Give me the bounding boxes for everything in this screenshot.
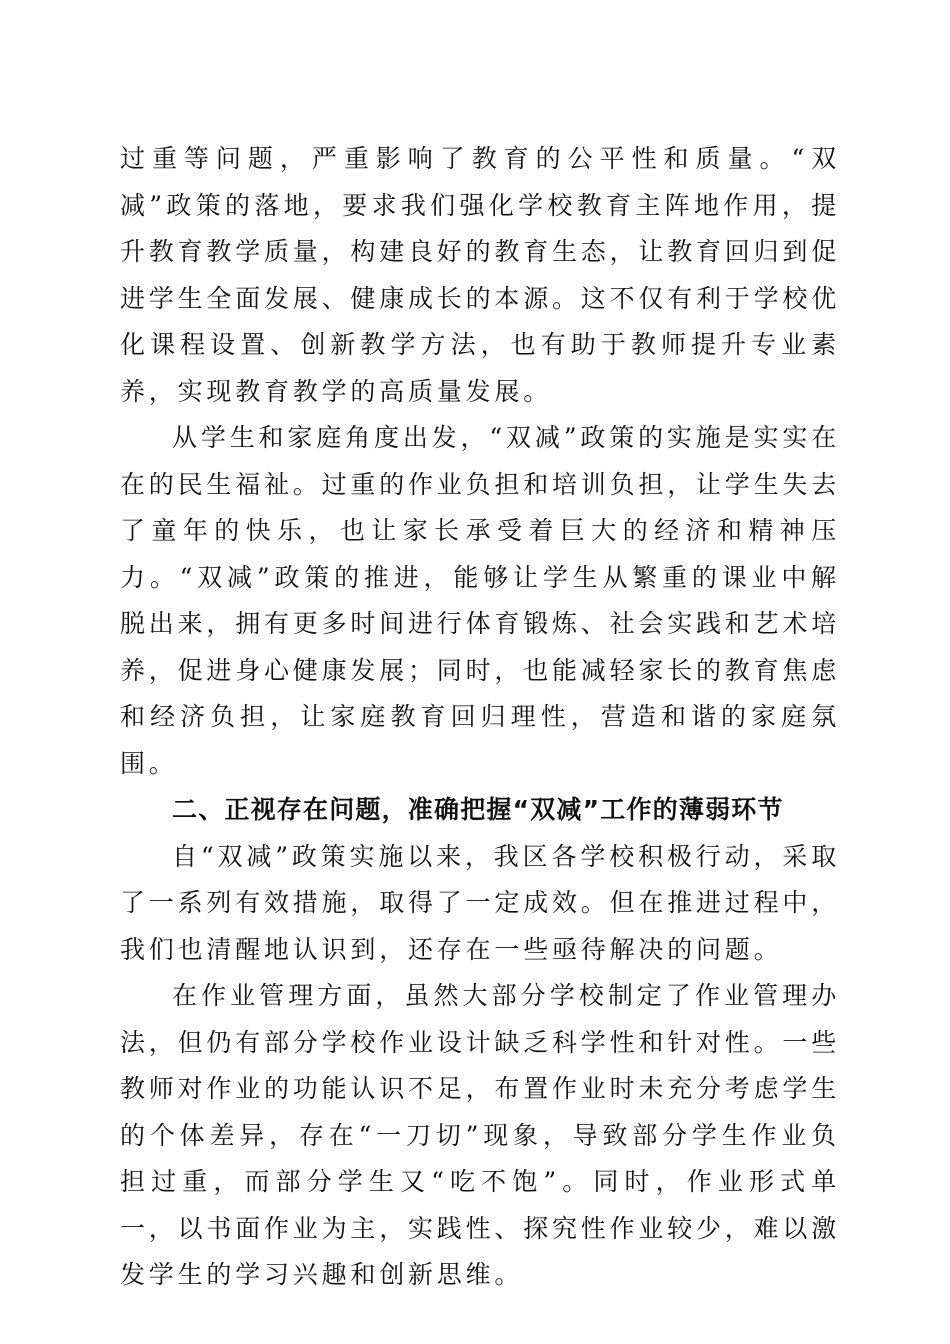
paragraph-continuation: 过重等问题，严重影响了教育的公平性和质量。“双减”政策的落地，要求我们强化学校教育主阵地作用，提升教育教学质量，构建良好的教育生态，让教育回归到促进学生全面发展、健康成长的本源。这不仅有利于学校优化课程设置、创新教学方法，也有助于教师提升专业素养，实现教育教学的高质量发展。 <box>120 144 841 406</box>
paragraph-student-family: 从学生和家庭角度出发，“双减”政策的实施是实实在在的民生福祉。过重的作业负担和培训负担，让学生失去了童年的快乐，也让家长承受着巨大的经济和精神压力。“双减”政策的推进，能够让学生从繁重的课业中解脱出来，拥有更多时间进行体育锻炼、社会实践和艺术培养，促进身心健康发展；同时，也能减轻家长的教育焦虑和经济负担，让家庭教育回归理性，营造和谐的家庭氛围。 <box>120 423 841 778</box>
section-heading: 二、正视存在问题，准确把握“双减”工作的薄弱环节 <box>172 795 784 824</box>
document-body <box>120 136 840 1299</box>
paragraph-homework-management: 在作业管理方面，虽然大部分学校制定了作业管理办法，但仍有部分学校作业设计缺乏科学性和针对性。一些教师对作业的功能认识不足，布置作业时未充分考虑学生的个体差异，存在“一刀切”现象，导致部分学生作业负担过重，而部分学生又“吃不饱”。同时，作业形式单一，以书面作业为主，实践性、探究性作业较少，难以激发学生的学习兴趣和创新思维。 <box>120 981 841 1289</box>
paragraph-problems-intro: 自“双减”政策实施以来，我区各学校积极行动，采取了一系列有效措施，取得了一定成效。但在推进过程中，我们也清醒地认识到，还存在一些亟待解决的问题。 <box>120 841 841 964</box>
